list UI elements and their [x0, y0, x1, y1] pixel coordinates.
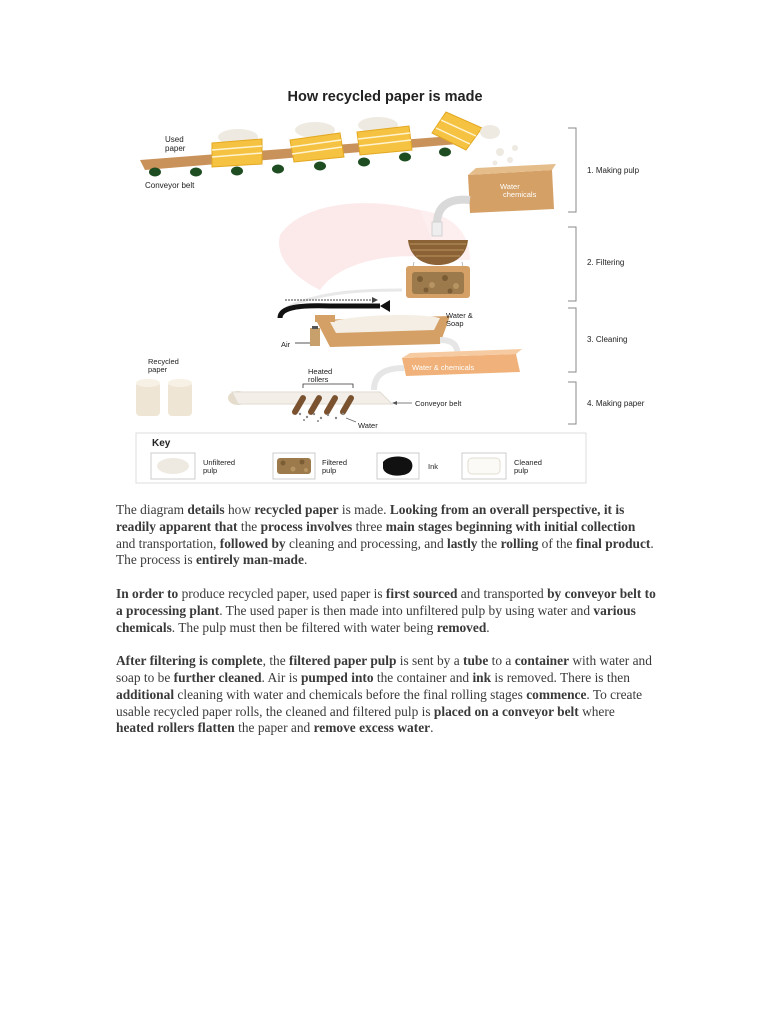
emphasis-text: ink	[472, 669, 492, 685]
used-paper-label: Used paper	[165, 135, 186, 153]
key-label-ink: Ink	[428, 462, 439, 471]
article-body	[116, 502, 656, 754]
conveyor-belt-label-top: Conveyor belt	[145, 181, 195, 190]
key-swatch-filtered-pulp	[277, 458, 311, 474]
cleaning-tank	[315, 315, 450, 347]
stage-brackets	[568, 128, 576, 424]
stage-label-filtering: 2. Filtering	[587, 258, 625, 267]
conveyor-belt-label-bottom: Conveyor belt	[415, 399, 462, 408]
paragraph-overview: The diagram details how recycled paper is made. Looking from an overall perspective, it is readily apparent that the process involves three main stages beginning with initial collection and transportation, followed by cleaning and processing, and lastly the rolling of the final product. The process is entirely man-made.	[116, 502, 654, 568]
stage-label-making-pulp: 1. Making pulp	[587, 166, 640, 175]
used-paper-crate-tipping	[432, 112, 518, 166]
heated-rollers-label: Heated rollers	[308, 367, 333, 384]
key-label-cleaned-pulp: Cleaned pulp	[514, 458, 542, 475]
emphasis-text: pumped into	[300, 669, 374, 685]
key-label-unfiltered-pulp: Unfiltered pulp	[203, 458, 236, 475]
emphasis-text: placed on a conveyor belt	[433, 703, 579, 719]
svg-text:Water & chemicals: Water & chemicals	[412, 363, 475, 372]
emphasis-text: lastly	[447, 535, 478, 551]
emphasis-text: filtered paper pulp	[289, 653, 397, 669]
emphasis-text: entirely man-made	[195, 552, 304, 568]
used-paper-crate-2	[290, 122, 344, 162]
filtered-pulp-container	[406, 266, 470, 298]
emphasis-text: final product	[575, 535, 651, 551]
emphasis-text: by conveyor belt to a processing plant	[116, 585, 656, 618]
emphasis-text: commence	[526, 686, 587, 702]
emphasis-text: container	[514, 653, 570, 669]
water-droplets	[299, 413, 344, 422]
emphasis-text: first sourced	[385, 585, 458, 601]
key-swatch-cleaned-pulp	[468, 458, 500, 474]
water-soap-label: Water & Soap	[446, 311, 473, 328]
stage-label-making-paper: 4. Making paper	[587, 399, 645, 408]
water-label: Water	[358, 421, 378, 430]
emphasis-text: heated rollers flatten	[116, 720, 235, 736]
paragraph-stage-one: In order to produce recycled paper, used paper is first sourced and transported by conveyor belt to a processing plant. The used paper is then made into unfiltered pulp by using water and various chemicals. The pulp must then be filtered with water being removed.	[116, 585, 656, 635]
recycled-paper-label: Recycled paper	[148, 357, 179, 374]
bottom-conveyor-belt	[228, 391, 392, 405]
key-label-filtered-pulp: Filtered pulp	[322, 458, 348, 475]
emphasis-text: further cleaned	[173, 669, 262, 685]
emphasis-text: After filtering is complete	[116, 653, 263, 669]
recycled-paper-diagram	[0, 0, 768, 490]
diagram-title: How recycled paper is made	[287, 89, 483, 105]
emphasis-text: various chemicals	[116, 602, 636, 635]
key-swatch-unfiltered-pulp	[157, 458, 189, 474]
emphasis-text: In order to	[116, 585, 179, 601]
key-swatch-ink	[383, 456, 412, 475]
pulp-container	[468, 164, 556, 213]
emphasis-text: remove excess water	[313, 720, 431, 736]
stage-label-cleaning: 3. Cleaning	[587, 335, 628, 344]
emphasis-text: tube	[463, 653, 489, 669]
heated-rollers-bracket	[303, 384, 353, 388]
air-pump	[295, 326, 320, 346]
emphasis-text: additional	[116, 686, 175, 702]
recycled-paper-rolls	[136, 379, 192, 416]
paragraph-stage-two: After filtering is complete, the filtered paper pulp is sent by a tube to a container with water and soap to be further cleaned. Air is pumped into the container and ink is removed. There is then additional cleaning with water and chemicals before the final rolling stages commence. To create usable recycled paper rolls, the cleaned and filtered pulp is placed on a conveyor belt where heated rollers flatten the paper and remove excess water.	[116, 653, 652, 736]
key-title: Key	[152, 438, 171, 449]
emphasis-text: removed	[436, 619, 487, 635]
emphasis-text: rolling	[500, 535, 539, 551]
emphasis-text: details	[187, 502, 225, 517]
svg-text:Waterchemicals: Water chemicals	[500, 182, 537, 199]
emphasis-text: recycled paper	[254, 502, 339, 517]
air-label: Air	[281, 340, 291, 349]
used-paper-crate-1	[212, 129, 262, 167]
water-chemicals-box	[402, 349, 522, 376]
emphasis-text: process involves	[260, 518, 353, 534]
emphasis-text: followed by	[219, 535, 286, 551]
used-paper-crate-3	[357, 117, 412, 155]
diagram-key	[136, 433, 586, 483]
chemicals-pipe	[374, 368, 404, 390]
emphasis-text: Looking from an overall perspective, it is readily apparent that	[116, 502, 625, 534]
emphasis-text: main stages beginning with initial collection	[385, 518, 636, 534]
